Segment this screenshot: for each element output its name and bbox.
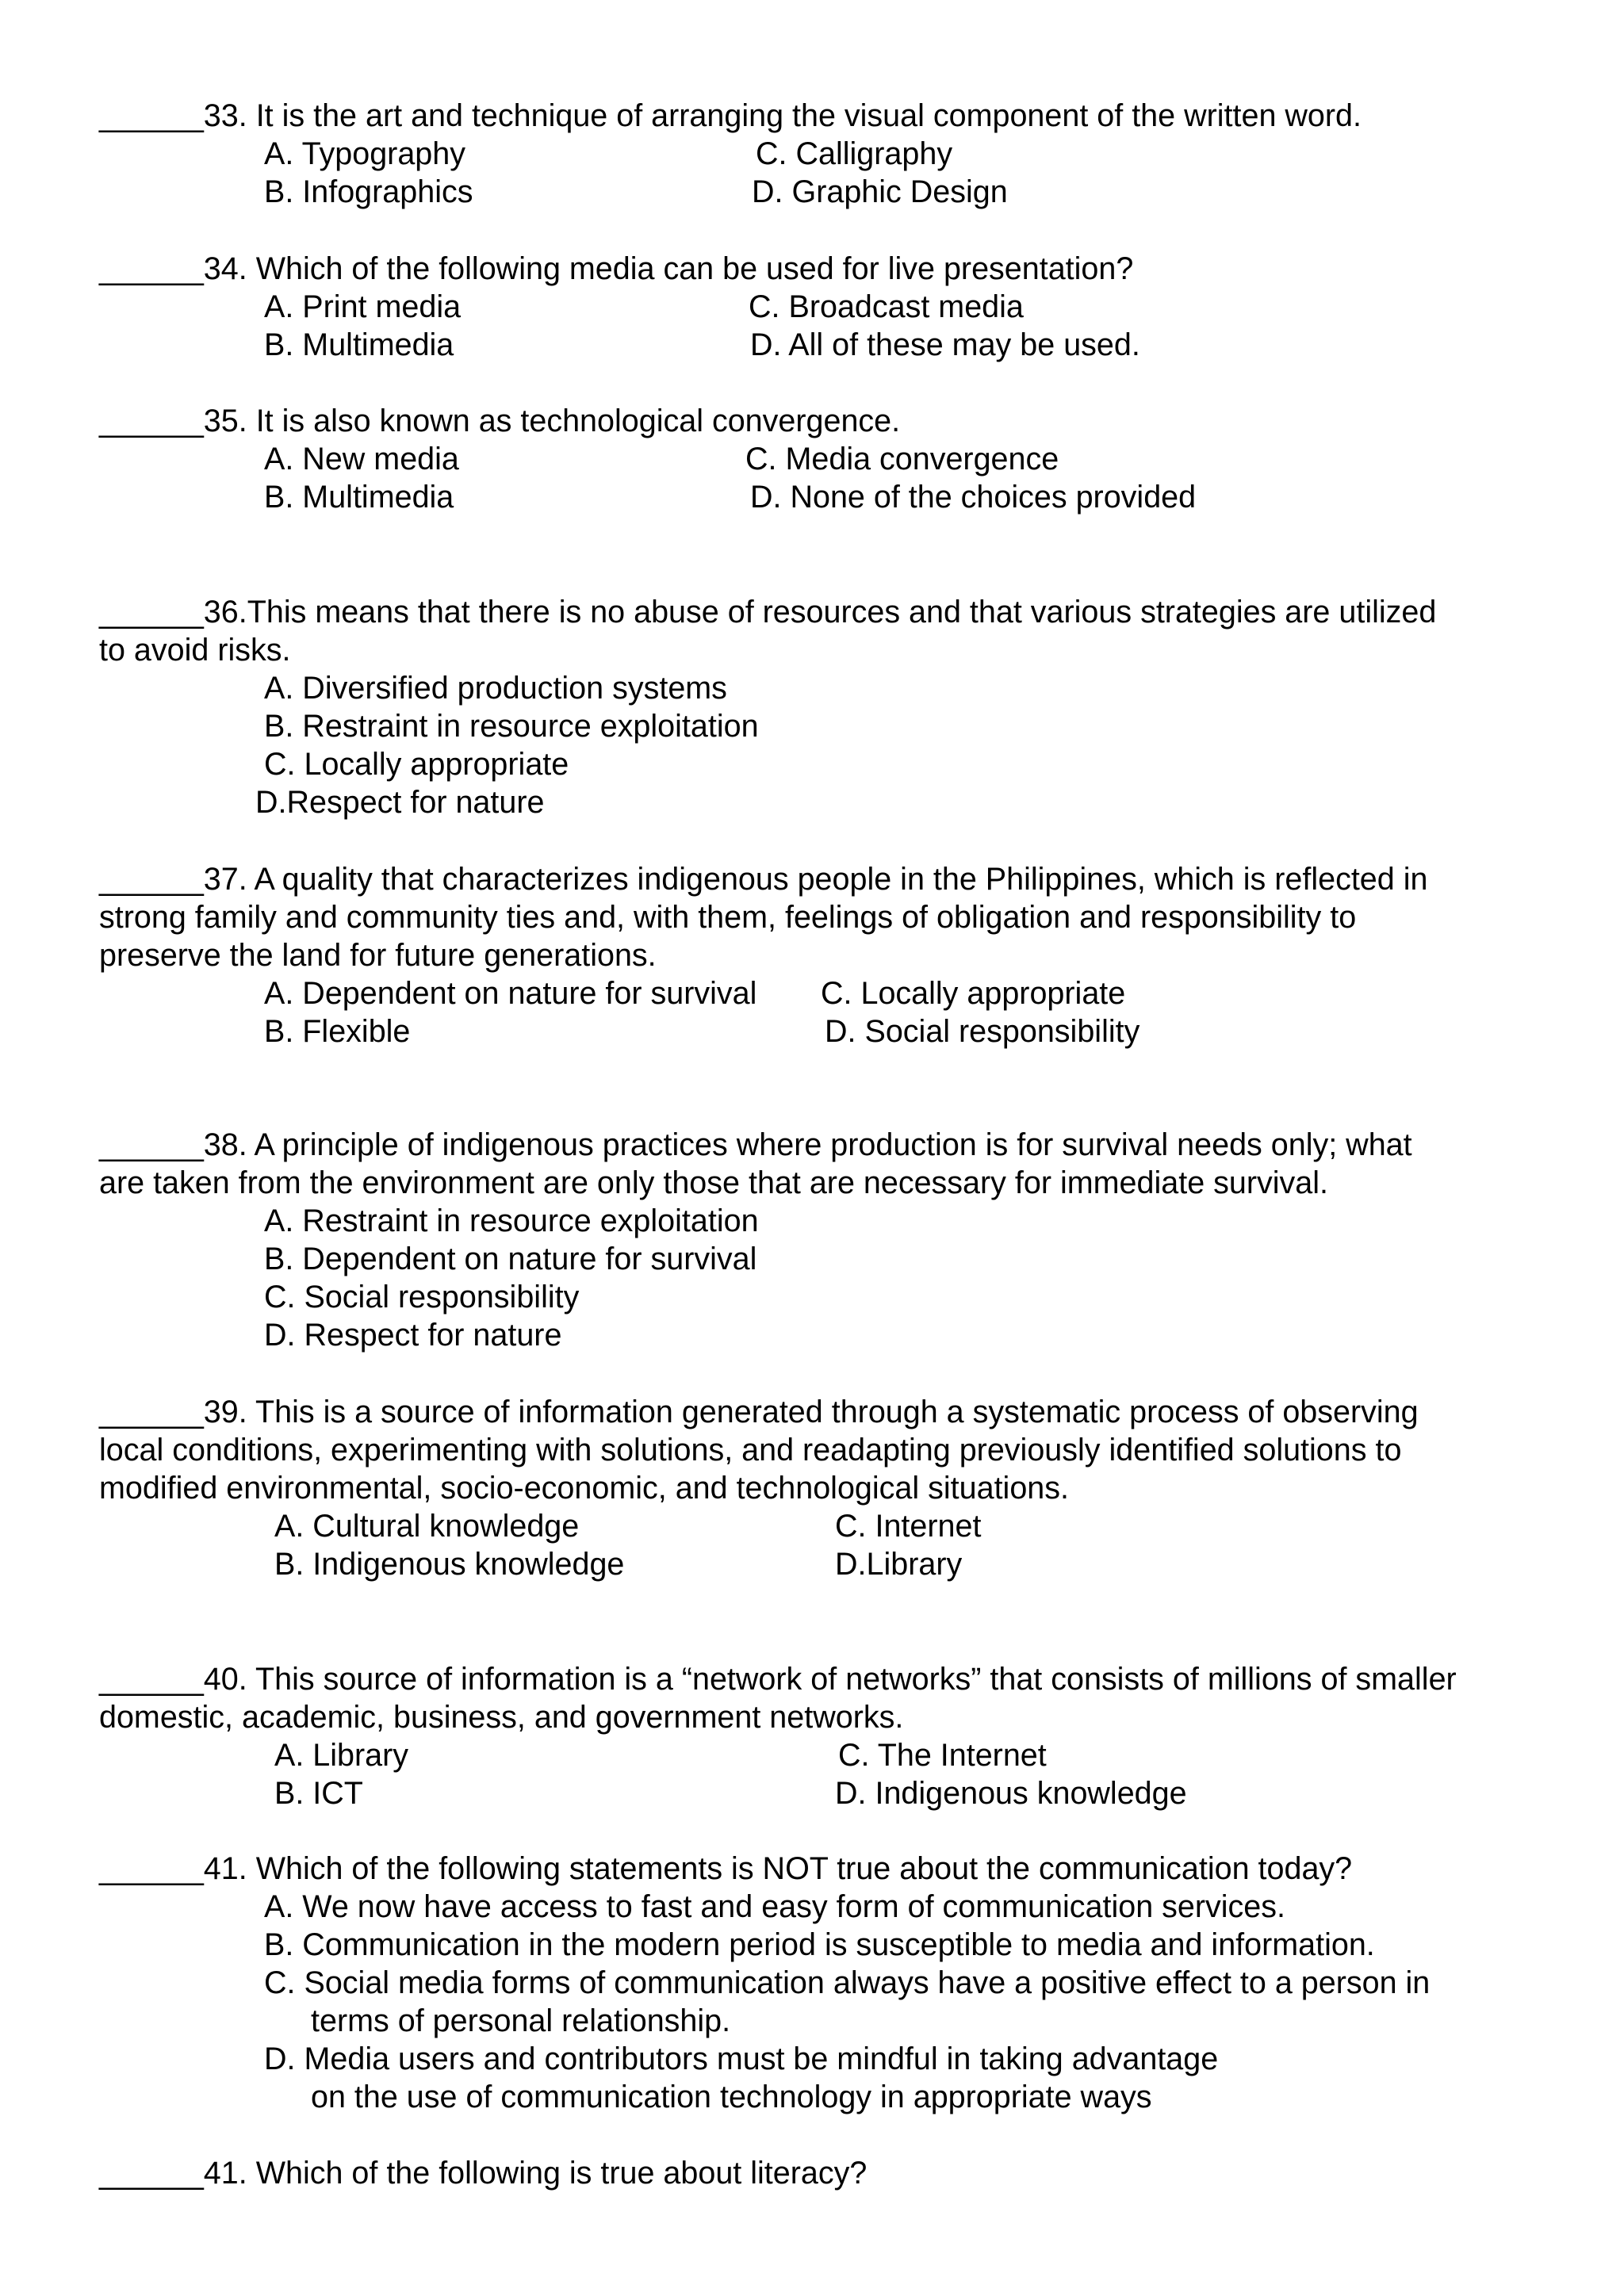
question-40-option-b: B. ICT (274, 1776, 363, 1811)
question-36-option-c: C. Locally appropriate (264, 747, 569, 782)
question-37-option-d: D. Social responsibility (825, 1014, 1140, 1049)
question-37-option-c: C. Locally appropriate (821, 976, 1126, 1011)
question-33-option-c: C. Calligraphy (756, 136, 953, 171)
question-41-stem: ______41. Which of the following statements is NOT true about the communication today? (99, 1851, 1353, 1886)
question-39-option-b: B. Indigenous knowledge (274, 1547, 625, 1582)
question-38-stem-cont: are taken from the environment are only those that are necessary for immediate survival. (99, 1165, 1329, 1200)
question-37-stem-cont-1: strong family and community ties and, with them, feelings of obligation and responsibility to (99, 900, 1357, 935)
question-36-stem: ______36.This means that there is no abuse of resources and that various strategies are utilized (99, 595, 1437, 629)
question-40-option-a: A. Library (274, 1738, 409, 1773)
question-36-option-a: A. Diversified production systems (264, 671, 727, 706)
question-35-option-a: A. New media (264, 442, 459, 476)
question-33-option-b: B. Infographics (264, 174, 473, 209)
question-36-option-b: B. Restraint in resource exploitation (264, 709, 759, 744)
question-35-option-d: D. None of the choices provided (750, 480, 1197, 515)
question-36-option-d: D.Respect for nature (255, 785, 545, 820)
question-33-stem: ______33. It is the art and technique of arranging the visual component of the written word. (99, 98, 1362, 133)
question-33-option-a: A. Typography (264, 136, 465, 171)
question-39-option-c: C. Internet (835, 1509, 982, 1544)
question-39-option-a: A. Cultural knowledge (274, 1509, 580, 1544)
question-40-stem: ______40. This source of information is a “network of networks” that consists of millions of smaller (99, 1662, 1457, 1697)
question-38-option-d: D. Respect for nature (264, 1318, 562, 1353)
question-35-option-c: C. Media convergence (745, 442, 1059, 476)
question-41-option-a: A. We now have access to fast and easy form of communication services. (264, 1889, 1285, 1924)
question-37-option-b: B. Flexible (264, 1014, 411, 1049)
question-35-option-b: B. Multimedia (264, 480, 454, 515)
question-33-option-d: D. Graphic Design (752, 174, 1008, 209)
question-34-option-c: C. Broadcast media (749, 289, 1024, 324)
question-41b-stem: ______41. Which of the following is true about literacy? (99, 2156, 868, 2191)
question-36-stem-cont: to avoid risks. (99, 633, 291, 668)
question-41-option-d-cont: on the use of communication technology in appropriate ways (311, 2080, 1152, 2114)
question-34-option-b: B. Multimedia (264, 327, 454, 362)
question-37-stem-cont-2: preserve the land for future generations. (99, 938, 657, 973)
question-39-stem: ______39. This is a source of information generated through a systematic process of observing (99, 1395, 1419, 1429)
question-40-option-d: D. Indigenous knowledge (835, 1776, 1187, 1811)
question-37-stem: ______37. A quality that characterizes indigenous people in the Philippines, which is reflected in (99, 862, 1428, 897)
question-37-option-a: A. Dependent on nature for survival (264, 976, 757, 1011)
question-41-option-c-cont: terms of personal relationship. (311, 2003, 731, 2038)
question-38-option-b: B. Dependent on nature for survival (264, 1242, 757, 1276)
question-34-option-a: A. Print media (264, 289, 462, 324)
question-38-stem: ______38. A principle of indigenous practices where production is for survival needs only; what (99, 1127, 1412, 1162)
question-41-option-d: D. Media users and contributors must be mindful in taking advantage (264, 2042, 1219, 2076)
question-40-option-c: C. The Internet (838, 1738, 1047, 1773)
question-34-option-d: D. All of these may be used. (750, 327, 1140, 362)
question-35-stem: ______35. It is also known as technological convergence. (99, 404, 901, 438)
question-39-option-d: D.Library (835, 1547, 963, 1582)
question-39-stem-cont-2: modified environmental, socio-economic, and technological situations. (99, 1471, 1069, 1506)
question-38-option-c: C. Social responsibility (264, 1280, 580, 1314)
question-41-option-b: B. Communication in the modern period is susceptible to media and information. (264, 1927, 1375, 1962)
question-40-stem-cont: domestic, academic, business, and government networks. (99, 1700, 904, 1735)
question-34-stem: ______34. Which of the following media can be used for live presentation? (99, 251, 1134, 286)
question-38-option-a: A. Restraint in resource exploitation (264, 1203, 759, 1238)
question-41-option-c: C. Social media forms of communication always have a positive effect to a person in (264, 1965, 1431, 2000)
question-39-stem-cont-1: local conditions, experimenting with solutions, and readapting previously identified solutions to (99, 1433, 1402, 1468)
